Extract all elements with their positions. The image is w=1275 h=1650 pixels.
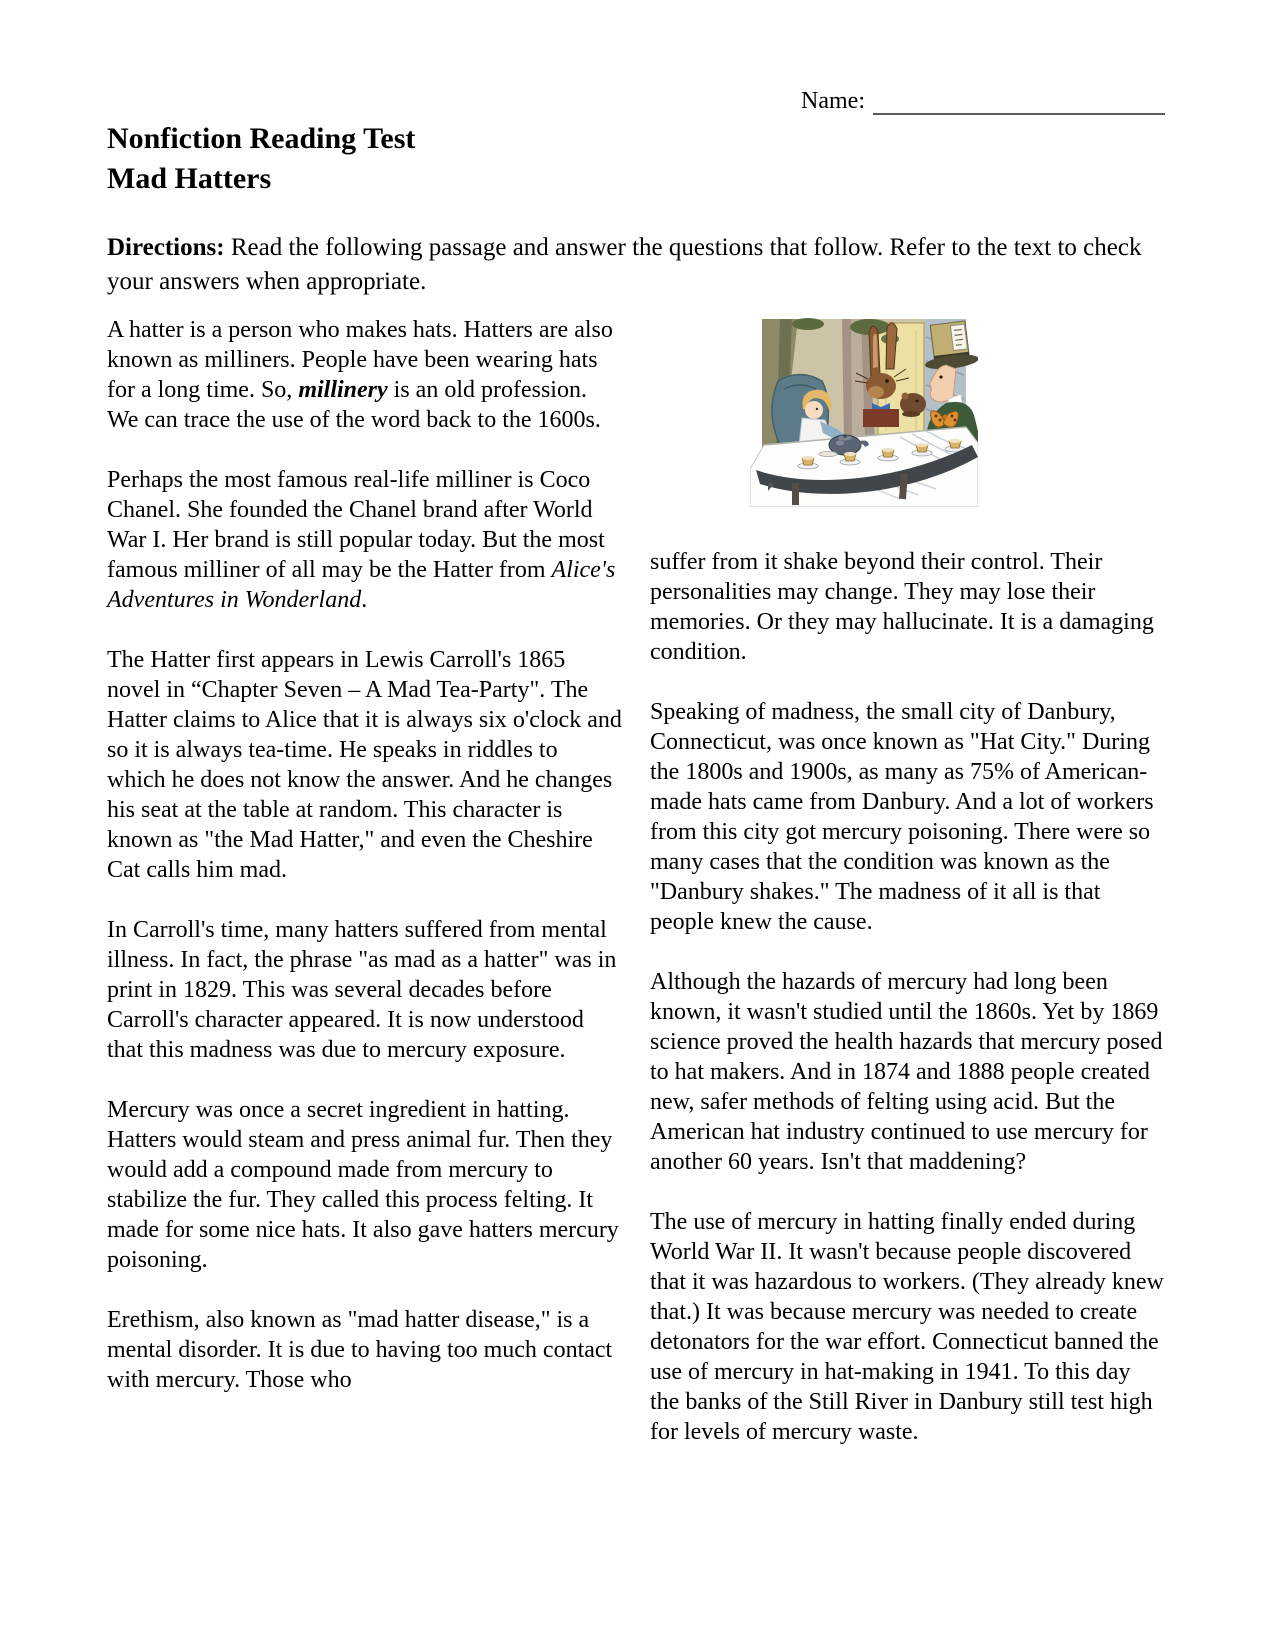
paragraph-mercury-studies: Although the hazards of mercury had long been known, it wasn't studied until the 1860s. Yet by 1869 science proved the health hazards that mercury posed to hat makers. And in 1874 and 1888 people created new, safer methods of felting using acid. But the American hat industry continued to use mercury for another 60 years. Isn't that maddening? — [650, 969, 1163, 1176]
test-type-title: Nonfiction Reading Test — [107, 122, 416, 155]
directions — [107, 231, 1165, 299]
paragraph-erethism-symptoms: suffer from it shake beyond their control. Their personalities may change. They may lose their memories. Or they may hallucinate. It is a damaging condition. — [650, 549, 1154, 666]
tea-party-illustration — [750, 317, 978, 507]
paragraph-danbury-hat-city: Speaking of madness, the small city of Danbury, Connecticut, was once known as "Hat City." During the 1800s and 1900s, as many as 75% of American-made hats came from Danbury. And a lot of workers from this city got mercury poisoning. There were so many cases that the condition was known as the "Danbury shakes." The madness of it all is that people knew the cause. — [650, 699, 1154, 936]
directions-text: Read the following passage and answer the questions that follow. Refer to the text to check your answers when appropriate. — [107, 234, 1142, 296]
paragraph-text: . — [361, 587, 368, 614]
paragraph-text: Perhaps the most famous real-life milliner is Coco Chanel. She founded the Chanel brand after World War I. Her brand is still popular today. But the most famous milliner of all may be the Hatter from — [107, 467, 605, 584]
name-label: Name: — [801, 88, 865, 114]
paragraph-mercury-ban: The use of mercury in hatting finally ended during World War II. It wasn't because people discovered that it was hazardous to workers. (They already knew that.) It was because mercury was needed to create detonators for the war effort. Connecticut banned the use of mercury in hat-making in 1941. To this day the banks of the Still River in Danbury still test high for levels of mercury waste. — [650, 1209, 1164, 1446]
right-column — [650, 315, 1165, 1477]
vocab-term-millinery: millinery — [298, 377, 388, 404]
paragraph-hatters-madness: In Carroll's time, many hatters suffered from mental illness. In fact, the phrase "as mad as a hatter" was in print in 1829. This was several decades before Carroll's character appeared. It is now understood that this madness was due to mercury exposure. — [107, 917, 617, 1064]
paragraph-hatter-character: The Hatter first appears in Lewis Carroll's 1865 novel in “Chapter Seven – A Mad Tea-Party". The Hatter claims to Alice that it is always six o'clock and so it is always tea-time. He speaks in riddles to which he does not know the answer. And he changes his seat at the table at random. This character is known as "the Mad Hatter," and even the Cheshire Cat calls him mad. — [107, 647, 622, 884]
left-column — [107, 315, 622, 1477]
directions-label: Directions: — [107, 234, 225, 262]
hat-price-card — [950, 324, 967, 351]
paragraph-famous-milliners — [107, 465, 622, 615]
paragraph-hatter-definition — [107, 315, 622, 435]
page-title — [107, 119, 1165, 199]
name-row — [107, 85, 1165, 115]
paragraph-text: is an old profession. We can trace the use of the word back to the 1600s. — [107, 377, 601, 434]
paragraph-erethism: Erethism, also known as "mad hatter disease," is a mental disorder. It is due to having too much contact with mercury. Those who — [107, 1307, 613, 1394]
passage-columns — [107, 315, 1165, 1477]
paragraph-mercury-felting: Mercury was once a secret ingredient in hatting. Hatters would steam and press animal fur. Then they would add a compound made from mercury to stabilize the fur. They called this process felting. It made for some nice hats. It also gave hatters mercury poisoning. — [107, 1097, 619, 1274]
paragraph-text: A hatter is a person who makes hats. Hatters are also known as milliners. People have been wearing hats for a long time. So, — [107, 317, 613, 404]
book-title-alice: Alice's Adventures in Wonderland — [107, 557, 616, 614]
tea-party-illustration-svg — [750, 317, 978, 507]
name-blank-line[interactable] — [873, 87, 1165, 115]
passage-title: Mad Hatters — [107, 162, 272, 196]
